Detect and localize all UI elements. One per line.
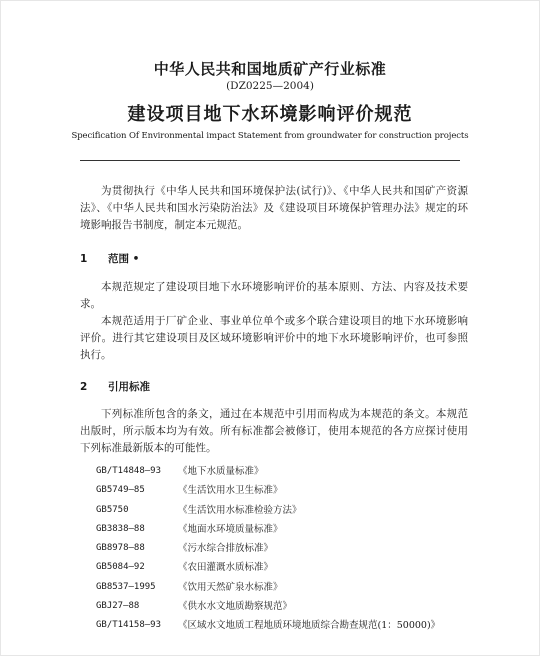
section-1-paragraph-2: 本规范适用于厂矿企业、事业单位单个或多个联合建设项目的地下水环境影响评价。进行其它建设项目及区域环境影响评价中的地下水环境影响评价，也可参照执行。 bbox=[80, 315, 468, 361]
list-item bbox=[96, 597, 440, 616]
standard-code: GB5084—92 bbox=[96, 562, 145, 573]
list-item bbox=[96, 578, 440, 597]
standard-code: GB8537—1995 bbox=[96, 581, 156, 592]
standard-code: GB5749—85 bbox=[96, 485, 145, 496]
section-number: 2 bbox=[80, 381, 88, 393]
standard-code: GBJ27—88 bbox=[96, 601, 140, 612]
list-item bbox=[96, 539, 440, 558]
title-divider bbox=[80, 160, 460, 161]
section-title: 引用标准 bbox=[108, 381, 150, 393]
intro-paragraph: 为贯彻执行《中华人民共和国环境保护法(试行)》、《中华人民共和国矿产资源法》、《中华人民共和国水污染防治法》及《建设项目环境保护管理办法》规定的环境影响报告书制度，制定本元规范。 bbox=[80, 185, 468, 231]
standard-name: 《生活饮用水卫生标准》 bbox=[178, 485, 283, 497]
standards-list bbox=[96, 462, 440, 636]
section-heading-1 bbox=[80, 251, 139, 266]
standard-code: GB/T14158—93 bbox=[96, 620, 162, 631]
english-title: Specification Of Environmental impact Statement from groundwater for construction projects bbox=[71, 131, 469, 141]
standard-name: 《饮用天然矿泉水标准》 bbox=[178, 581, 283, 593]
standard-code: GB/T14848—93 bbox=[96, 466, 162, 476]
standard-code: GB8978—88 bbox=[96, 543, 145, 554]
section-number: 1 bbox=[80, 253, 88, 265]
standard-name: 《农田灌溉水质标准》 bbox=[178, 562, 274, 574]
section-title: 范围 • bbox=[108, 253, 140, 265]
standard-code: GB5750 bbox=[96, 504, 129, 515]
standard-org-title: 中华人民共和国地质矿产行业标准 bbox=[153, 60, 387, 78]
standard-name: 《供水水文地质勘察规范》 bbox=[178, 601, 293, 613]
standard-code: GB3838—88 bbox=[96, 523, 145, 534]
section-1-paragraph-1: 本规范规定了建设项目地下水环境影响评价的基本原则、方法、内容及技术要求。 bbox=[80, 281, 468, 310]
list-item bbox=[96, 616, 440, 635]
section-2-paragraph-1: 下列标准所包含的条文，通过在本规范中引用而构成为本规范的条文。本规范出版时，所示版本均为有效。所有标准都会被修订，使用本规范的各方应探讨使用下列标准最新版本的可能性。 bbox=[80, 408, 468, 454]
list-item bbox=[96, 462, 440, 481]
list-item bbox=[96, 558, 440, 577]
section-1-body bbox=[80, 279, 468, 364]
list-item bbox=[96, 501, 440, 520]
list-item bbox=[96, 520, 440, 539]
standard-name: 《污水综合排放标准》 bbox=[178, 543, 274, 555]
standard-name: 《地面水环境质量标准》 bbox=[178, 523, 283, 535]
intro-block bbox=[80, 183, 468, 234]
standard-name: 《区域水文地质工程地质环境地质综合勘查规范(1：50000)》 bbox=[178, 620, 441, 632]
section-heading-2 bbox=[80, 379, 150, 394]
list-item bbox=[96, 481, 440, 500]
standard-name: 《生活饮用水标准检验方法》 bbox=[178, 504, 302, 516]
standard-code: (DZ0225—2004) bbox=[226, 80, 314, 92]
standard-name: 《地下水质量标准》 bbox=[178, 466, 264, 477]
document-title: 建设项目地下水环境影响评价规范 bbox=[127, 104, 413, 125]
section-2-body bbox=[80, 406, 468, 457]
